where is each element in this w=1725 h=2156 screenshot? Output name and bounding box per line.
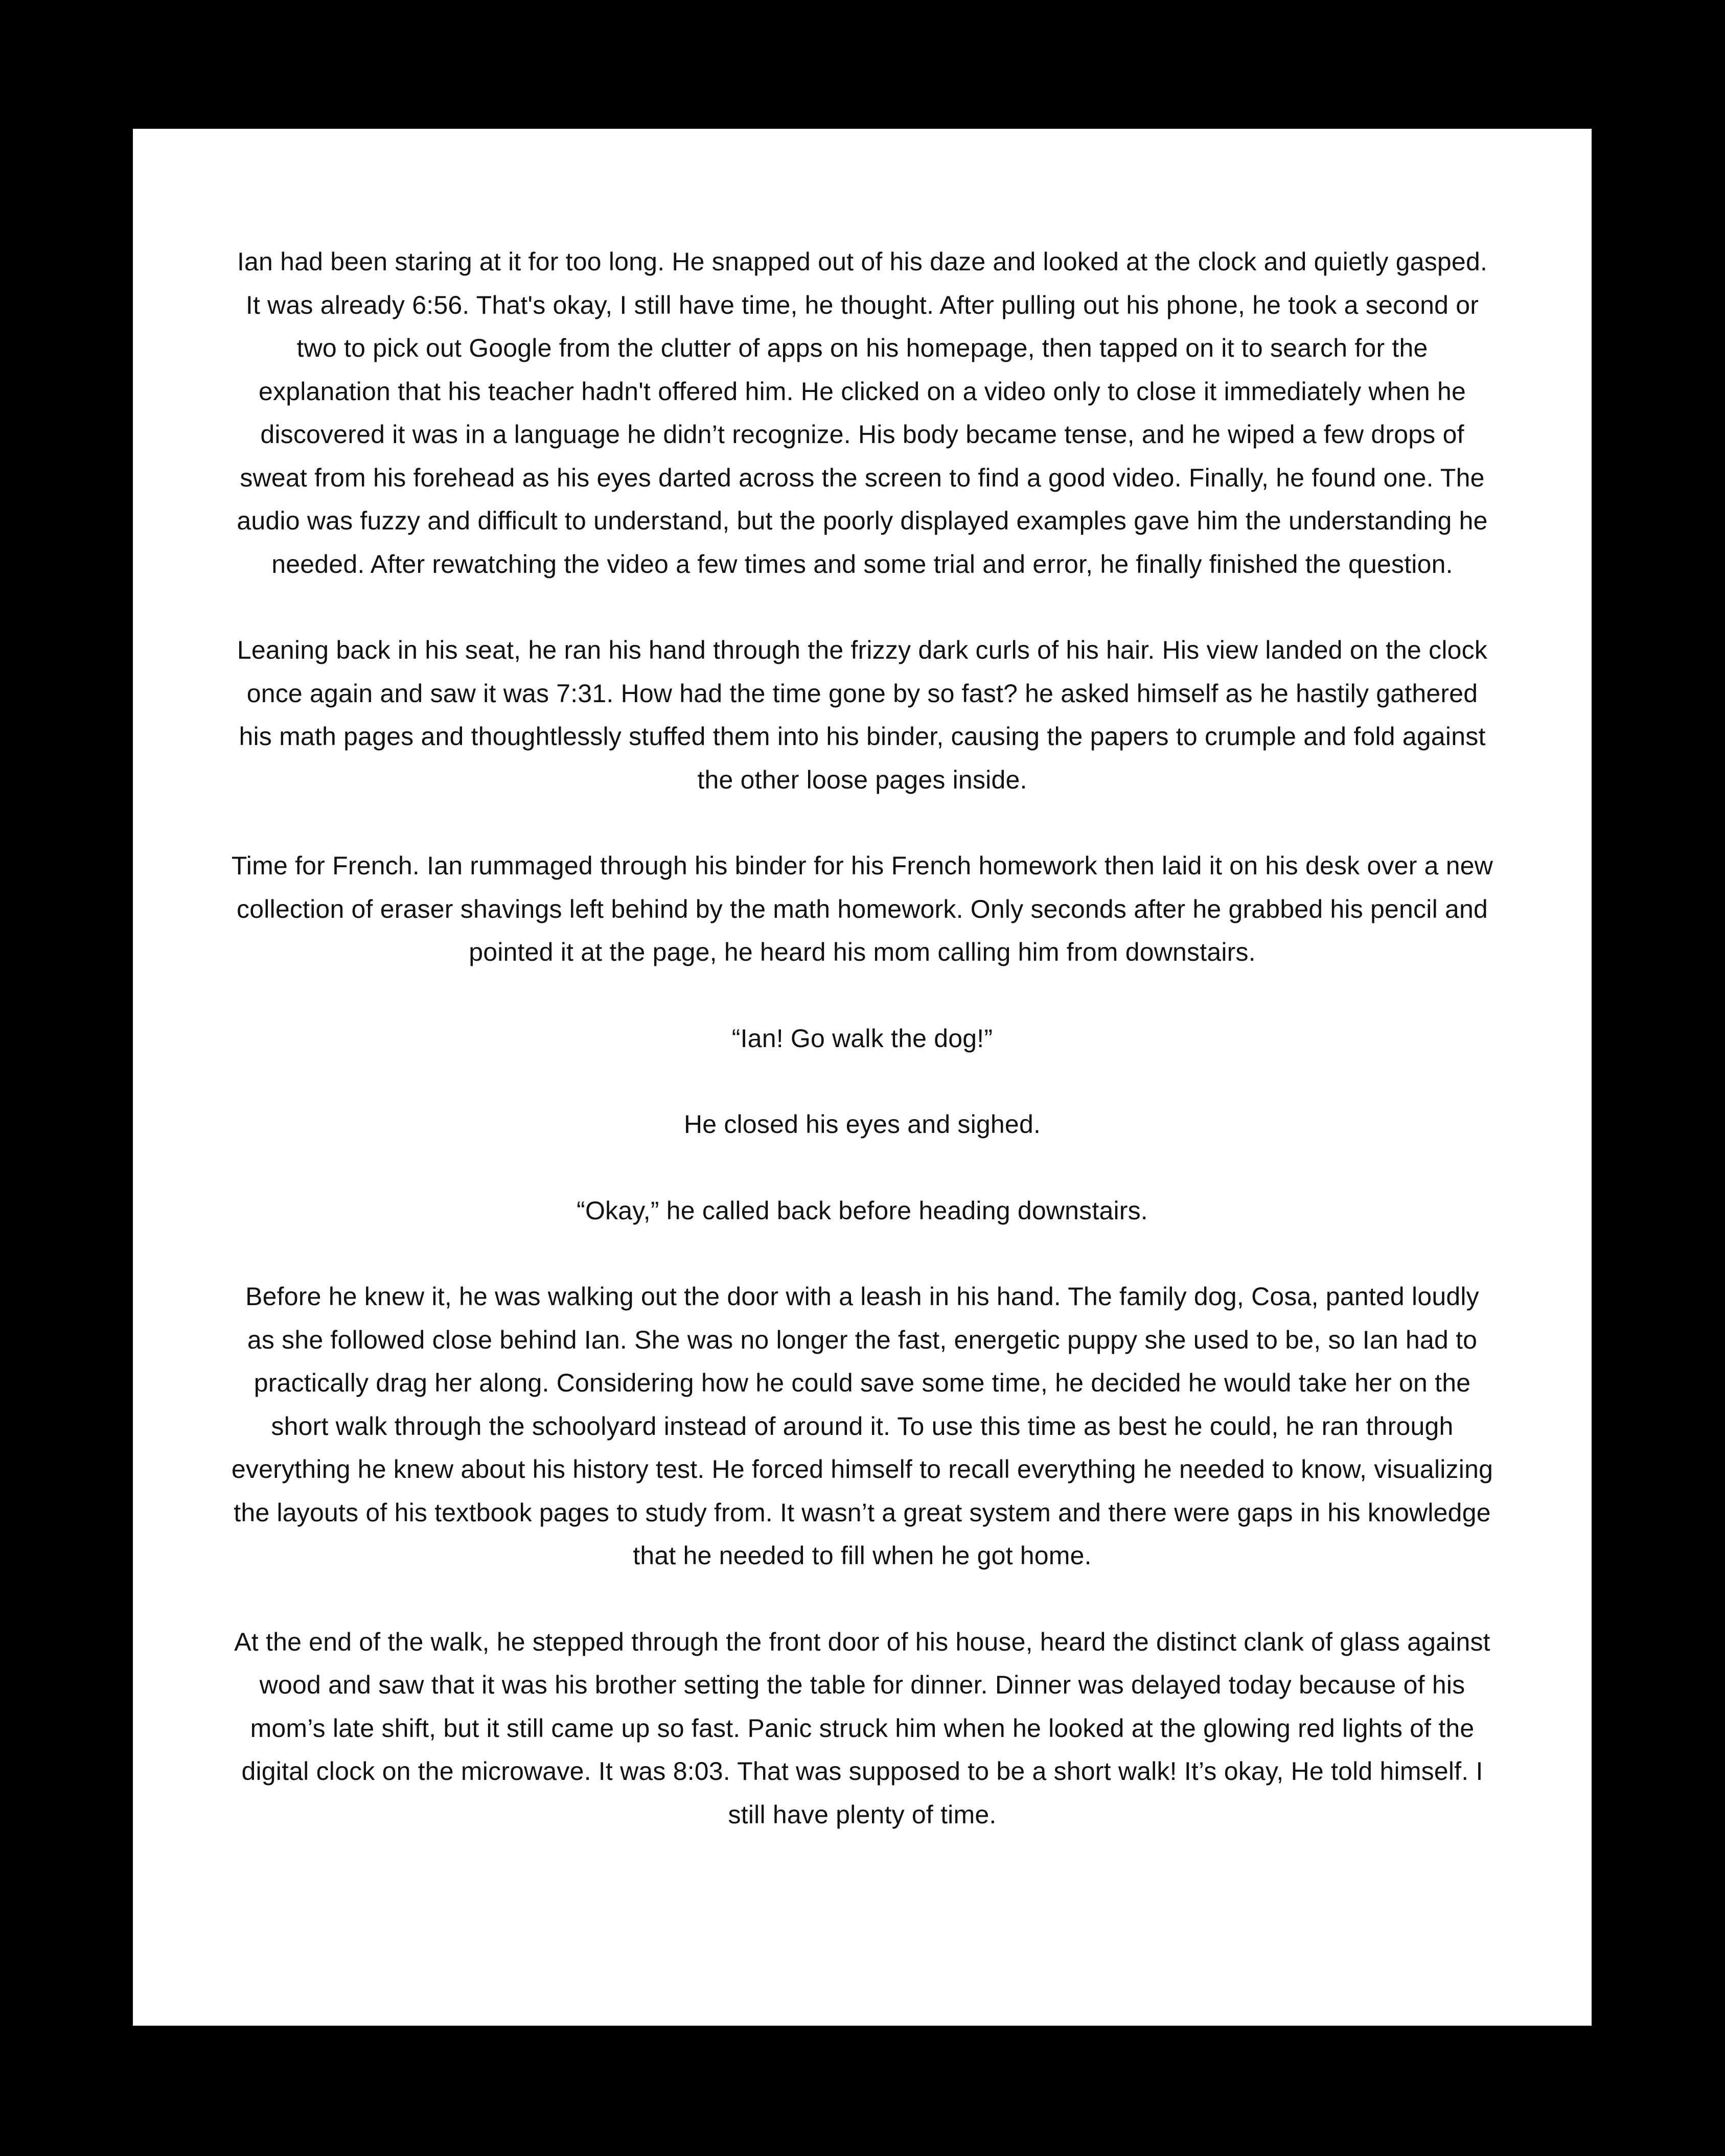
- paragraph: Before he knew it, he was walking out the door with a leash in his hand. The family dog, Cosa, panted loudly as she followed close behind Ian. She was no longer the fast, energetic puppy she used to be, so Ian had to practically drag her along. Considering how he could save some time, he decided he would take her on the short walk through the schoolyard instead of around it. To use this time as best he could, he ran through everything he knew about his history test. He forced himself to recall everything he needed to know, visualizing the layouts of his textbook pages to study from. It wasn’t a great system and there were gaps in his knowledge that he needed to fill when he got home.: [231, 1282, 1493, 1570]
- dialogue-line: “Ian! Go walk the dog!”: [731, 1024, 993, 1053]
- dialogue-line: “Okay,” he called back before heading downstairs.: [577, 1196, 1148, 1225]
- paragraph: At the end of the walk, he stepped through the front door of his house, heard the distinct clank of glass against wood and saw that it was his brother setting the table for dinner. Dinner was delayed today because of his mom’s late shift, but it still came up so fast. Panic struck him when he looked at the glowing red lights of the digital clock on the microwave. It was 8:03. That was supposed to be a short walk! It’s okay, He told himself. I still have plenty of time.: [234, 1627, 1490, 1829]
- paragraph: Ian had been staring at it for too long. He snapped out of his daze and looked at the clock and quietly gasped. It was already 6:56. That's okay, I still have time, he thought. After pulling out his phone, he took a second or two to pick out Google from the clutter of apps on his homepage, then tapped on it to search for the explanation that his teacher hadn't offered him. He clicked on a video only to close it immediately when he discovered it was in a language he didn’t recognize. His body became tense, and he wiped a few drops of sweat from his forehead as his eyes darted across the screen to find a good video. Finally, he found one. The audio was fuzzy and difficult to understand, but the poorly displayed examples gave him the understanding he needed. After rewatching the video a few times and some trial and error, he finally finished the question.: [237, 247, 1488, 578]
- document-page: [133, 129, 1592, 2026]
- story-text: [230, 240, 1494, 1836]
- paragraph: Time for French. Ian rummaged through his binder for his French homework then laid it on his desk over a new collection of eraser shavings left behind by the math homework. Only seconds after he grabbed his pencil and pointed it at the page, he heard his mom calling him from downstairs.: [231, 851, 1493, 966]
- paragraph: He closed his eyes and sighed.: [683, 1110, 1041, 1139]
- paragraph: Leaning back in his seat, he ran his hand through the frizzy dark curls of his hair. His view landed on the clock once again and saw it was 7:31. How had the time gone by so fast? he asked himself as he hastily gathered his math pages and thoughtlessly stuffed them into his binder, causing the papers to crumple and fold against the other loose pages inside.: [237, 636, 1488, 794]
